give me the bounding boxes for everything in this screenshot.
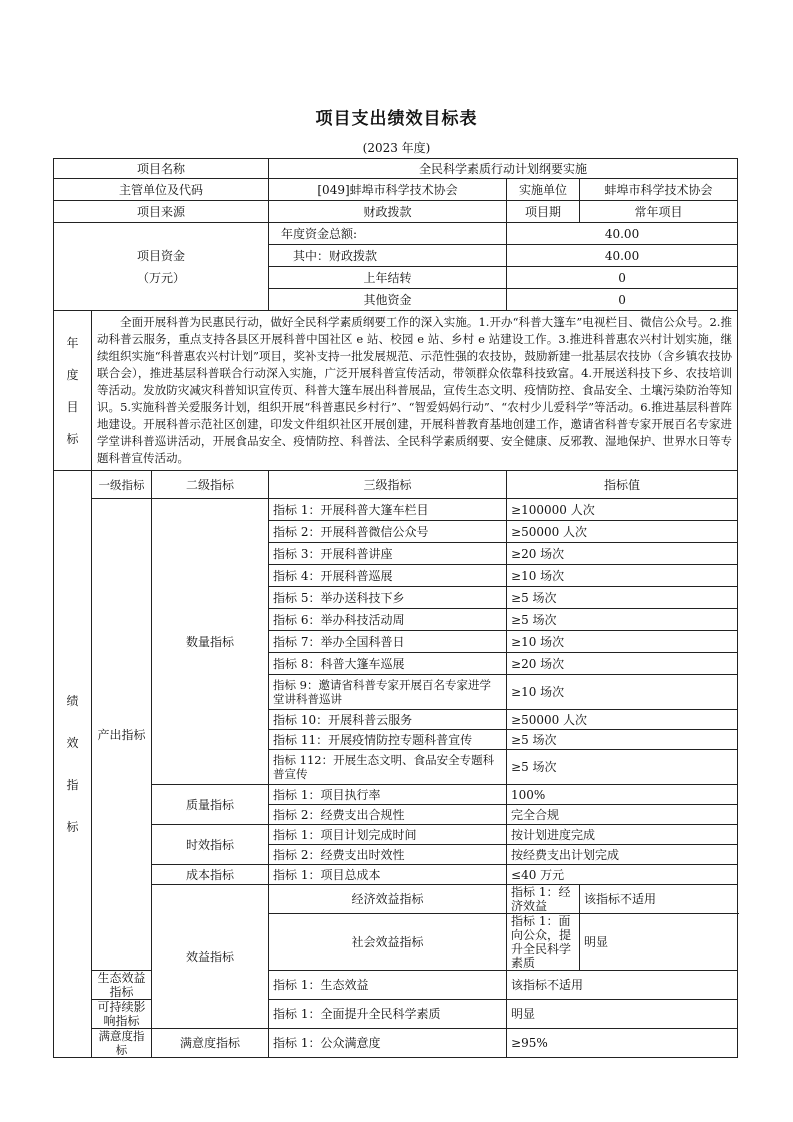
project-name-value: 全民科学素质行动计划纲要实施 [269,159,738,179]
source-value: 财政拨款 [269,201,507,223]
indicator-value: 按经费支出计划完成 [507,845,738,865]
indicator-name: 指标 7：举办全国科普日 [269,631,507,653]
indicator-name: 指标 6：举办科技活动周 [269,609,507,631]
table-row [54,499,738,521]
fund-label-line1: 项目资金 [137,248,186,263]
indicator-value: 明显 [507,1000,738,1029]
performance-target-table [53,158,738,1058]
indicator-name: 指标 1：经济效益 [507,885,580,914]
benefit-level2: 经济效益指标 [269,885,507,914]
goal-label: 年 度 目 标 [54,311,92,471]
indicator-value: 100% [507,785,738,805]
indicator-name: 指标 4：开展科普巡展 [269,565,507,587]
header-level2: 二级指标 [152,471,269,499]
fund-label-line2: （万元） [137,270,186,285]
indicator-name: 指标 9：邀请省科普专家开展百名专家进学堂讲科普巡讲 [269,675,507,710]
indicator-name: 指标 1：全面提升全民科学素质 [269,1000,507,1029]
header-level1: 一级指标 [92,471,152,499]
indicator-value: ≥50000 人次 [507,710,738,730]
benefit-level2: 生态效益指标 [92,971,152,1000]
indicator-name: 指标 2：开展科普微信公众号 [269,521,507,543]
indicator-name: 指标 1：面向公众，提升全民科学素质 [507,914,580,971]
benefit-level2: 可持续影响指标 [92,1000,152,1029]
indicator-name: 指标 1：开展科普大篷车栏目 [269,499,507,521]
indicator-name: 指标 1：项目计划完成时间 [269,825,507,845]
fund-item-label: 其他资金 [269,289,507,311]
indicator-value: ≥5 场次 [507,587,738,609]
indicator-name: 指标 1：项目总成本 [269,865,507,885]
indicator-value: ≥20 场次 [507,653,738,675]
indicator-name: 指标 2：经费支出合规性 [269,805,507,825]
indicator-value: ≤40 万元 [507,865,738,885]
indicator-value: ≥95% [507,1029,738,1058]
indicator-value: 该指标不适用 [507,971,738,1000]
fund-item-label: 年度资金总额: [269,223,507,245]
satisfaction-label: 满意度指标 [92,1029,152,1058]
indicator-value: ≥20 场次 [507,543,738,565]
indicator-value: ≥50000 人次 [507,521,738,543]
header-value: 指标值 [507,471,738,499]
indicator-value: ≥5 场次 [507,750,738,785]
indicator-name: 指标 1：生态效益 [269,971,507,1000]
quantity-label: 数量指标 [152,499,269,785]
table-row [54,865,738,885]
perf-label: 绩 效 指 标 [54,471,92,1058]
timeliness-label: 时效指标 [152,825,269,865]
indicator-value: ≥5 场次 [507,730,738,750]
benefit-label: 效益指标 [152,885,269,1029]
table-row [54,825,738,845]
indicator-value: 该指标不适用 [580,885,738,914]
dept-label: 主管单位及代码 [54,179,269,201]
source-label: 项目来源 [54,201,269,223]
indicator-name: 指标 112：开展生态文明、食品安全专题科普宣传 [269,750,507,785]
project-name-label: 项目名称 [54,159,269,179]
indicator-name: 指标 1：公众满意度 [269,1029,507,1058]
table-row [54,785,738,805]
impl-value: 蚌埠市科学技术协会 [580,179,738,201]
goal-row [54,311,738,471]
indicator-value: ≥5 场次 [507,609,738,631]
fund-item-label: 其中：财政拨款 [269,245,507,267]
info-row-source [54,201,738,223]
satisfaction-level2: 满意度指标 [152,1029,269,1058]
indicator-name: 指标 10：开展科普云服务 [269,710,507,730]
cost-label: 成本指标 [152,865,269,885]
page-title: 项目支出绩效目标表 [315,109,478,129]
indicator-value: ≥10 场次 [507,675,738,710]
year-label: (2023 年度) [362,141,431,155]
indicator-value: ≥10 场次 [507,631,738,653]
indicator-name: 指标 5：举办送科技下乡 [269,587,507,609]
quality-label: 质量指标 [152,785,269,825]
table-row [54,1029,738,1058]
period-label: 项目期 [507,201,580,223]
fund-item-value: 0 [507,267,738,289]
indicator-name: 指标 2：经费支出时效性 [269,845,507,865]
fund-item-label: 上年结转 [269,267,507,289]
dept-value: [049]蚌埠市科学技术协会 [269,179,507,201]
indicator-name: 指标 1：项目执行率 [269,785,507,805]
indicator-value: 完全合规 [507,805,738,825]
indicator-value: 明显 [580,914,738,971]
output-label: 产出指标 [92,499,152,971]
period-value: 常年项目 [580,201,738,223]
indicator-value: ≥10 场次 [507,565,738,587]
info-row-dept [54,179,738,201]
info-row-project-name [54,159,738,179]
impl-label: 实施单位 [507,179,580,201]
indicator-name: 指标 11：开展疫情防控专题科普宣传 [269,730,507,750]
table-row [54,885,738,914]
fund-row-total [54,223,738,245]
indicator-name: 指标 8：科普大篷车巡展 [269,653,507,675]
fund-label [54,223,269,311]
indicator-value: ≥100000 人次 [507,499,738,521]
fund-item-value: 40.00 [507,223,738,245]
indicator-value: 按计划进度完成 [507,825,738,845]
goal-text: 全面开展科普为民惠民行动，做好全民科学素质纲要工作的深入实施。1.开办“科普大篷车”电视栏目、微信公众号。2.推动科普云服务，重点支持各县区开展科普中国社区 e 站、校园 e 站、乡村 e 站建设工作。3.推进科普惠农兴村计划实施，继续组织实施“科普惠农兴村计划”项目，奖补支持一批发展规范、示范性强的农技协，鼓励新建一批基层农技协（含乡镇农技协联合会），推进基层科普联合行动深入实施，广泛开展科普宣传活动，带领群众依靠科技致富。4.开展送科技下乡、农技培训等活动。发放防灾减灾科普知识宣传页、科普大篷车展出科普展品，宣传生态文明、疫情防控、食品安全、土壤污染防治等知识。5.实施科普关爱服务计划，组织开展“科普惠民乡村行”、“智爱妈妈行动”、“农村少儿爱科学”等活动。6.推进基层科普阵地建设。开展科普示范社区创建，印发文件组织社区开展创建，开展科普教育基地创建工作，邀请省科普专家开展百名专家进学堂讲科普巡讲活动，开展食品安全、疫情防控、科普法、全民科学素质纲要、安全健康、反邪教、湿地保护、世界水日等专题科普宣传活动。 [92,311,738,471]
perf-header-row [54,471,738,499]
indicator-name: 指标 3：开展科普讲座 [269,543,507,565]
fund-item-value: 40.00 [507,245,738,267]
fund-item-value: 0 [507,289,738,311]
benefit-level2: 社会效益指标 [269,914,507,971]
header-level3: 三级指标 [269,471,507,499]
